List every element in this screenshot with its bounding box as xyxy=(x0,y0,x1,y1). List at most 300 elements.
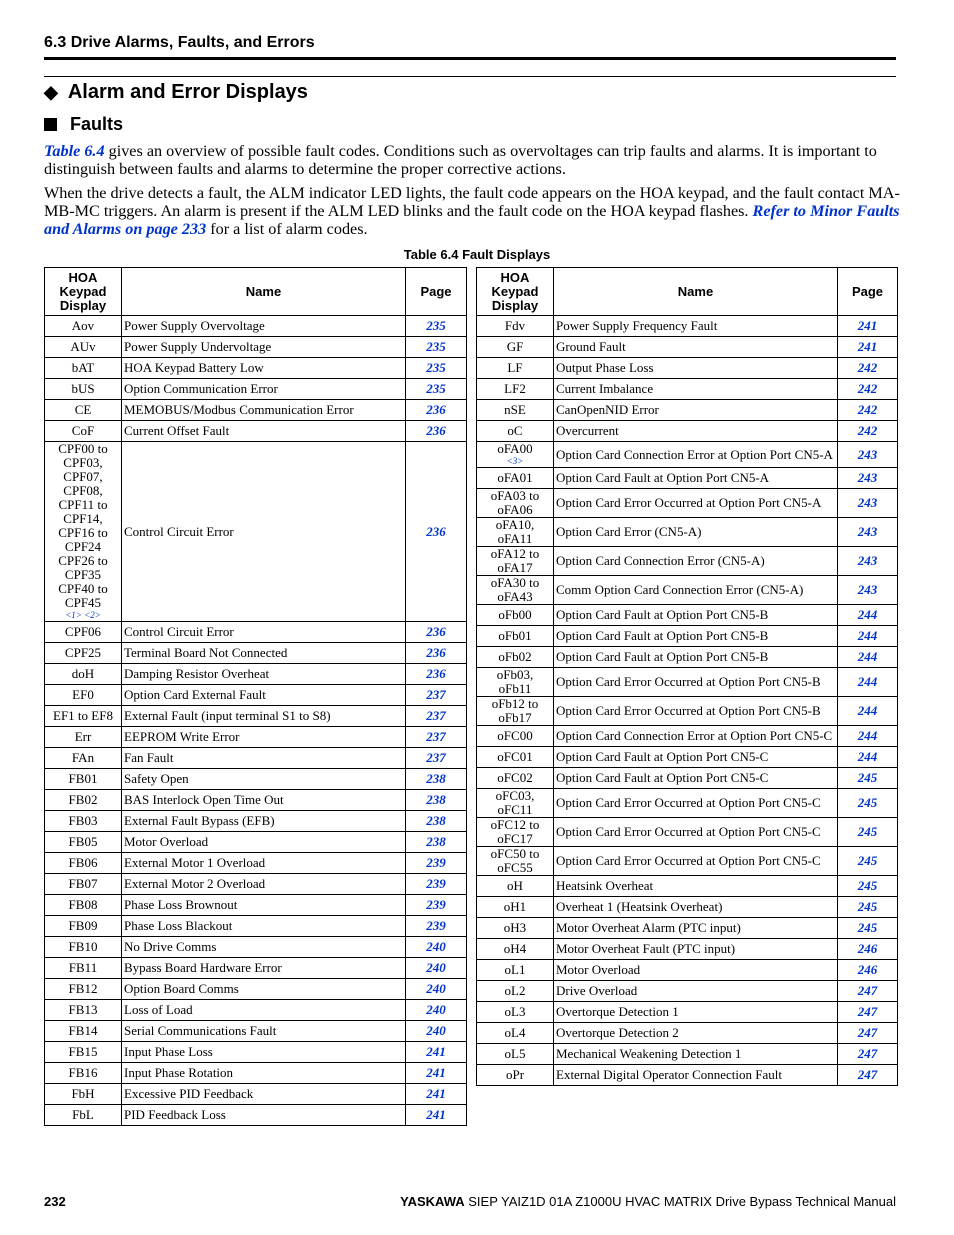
fault-name: Power Supply Overvoltage xyxy=(122,316,406,337)
fault-code-cell xyxy=(477,747,554,768)
table-header-row xyxy=(45,268,467,316)
fault-code-cell xyxy=(45,832,122,853)
intro-text: gives an overview of possible fault codes. Conditions such as overvoltages can trip faults and alarms. It is important to distinguish between faults and alarms to determine the proper corrective actions. xyxy=(44,142,877,178)
fault-name: Input Phase Loss xyxy=(122,1042,406,1063)
fault-code-cell xyxy=(45,895,122,916)
page-link[interactable]: 245 xyxy=(838,768,898,789)
table-row xyxy=(477,1044,898,1065)
table-row xyxy=(477,1002,898,1023)
fault-name: Motor Overheat Alarm (PTC input) xyxy=(554,918,838,939)
heading-faults xyxy=(44,113,123,135)
table-row xyxy=(45,895,467,916)
table-row xyxy=(45,727,467,748)
page-link[interactable]: 244 xyxy=(838,697,898,726)
fault-name: Option Card Fault at Option Port CN5-A xyxy=(554,468,838,489)
table-row xyxy=(477,518,898,547)
heading-alarm-error-displays xyxy=(44,79,308,105)
fault-code-cell xyxy=(477,468,554,489)
page-link[interactable]: 246 xyxy=(838,960,898,981)
page-link[interactable]: 247 xyxy=(838,1065,898,1086)
fault-code: oFb00 xyxy=(498,607,532,622)
fault-name: Drive Overload xyxy=(554,981,838,1002)
table-row xyxy=(45,1105,467,1126)
fault-code-cell xyxy=(477,647,554,668)
page-link[interactable]: 241 xyxy=(406,1105,467,1126)
fault-name: No Drive Comms xyxy=(122,937,406,958)
table-row xyxy=(477,939,898,960)
table-row xyxy=(45,706,467,727)
fault-code: LF xyxy=(507,360,523,375)
fault-code: EF0 xyxy=(72,687,94,702)
page-number: 232 xyxy=(44,1194,66,1209)
fault-code: oFC50 to oFC55 xyxy=(490,846,540,875)
fault-code: FB01 xyxy=(68,771,98,786)
table-row xyxy=(477,897,898,918)
fault-code-cell xyxy=(477,1065,554,1086)
fault-code: Fdv xyxy=(504,318,526,333)
fault-code: CE xyxy=(74,402,92,417)
table-row xyxy=(45,337,467,358)
fault-name: Motor Overload xyxy=(122,832,406,853)
header-name: Name xyxy=(554,268,838,316)
intro-paragraph xyxy=(44,142,900,178)
fault-name: Option Card Fault at Option Port CN5-B xyxy=(554,626,838,647)
fault-name: Comm Option Card Connection Error (CN5-A) xyxy=(554,576,838,605)
fault-name: Option Card Error Occurred at Option Port CN5-C xyxy=(554,789,838,818)
page-link[interactable]: 240 xyxy=(406,937,467,958)
fault-code: oFC00 xyxy=(497,728,533,743)
table-row xyxy=(477,818,898,847)
fault-name: Loss of Load xyxy=(122,1000,406,1021)
manual-title xyxy=(400,1194,896,1209)
page-link[interactable]: 237 xyxy=(406,685,467,706)
fault-name: Current Imbalance xyxy=(554,379,838,400)
fault-code: FB10 xyxy=(68,939,98,954)
fault-code: Err xyxy=(74,729,92,744)
fault-code-cell xyxy=(45,790,122,811)
fault-name: Control Circuit Error xyxy=(122,622,406,643)
table-row xyxy=(477,489,898,518)
page-link[interactable]: 240 xyxy=(406,979,467,1000)
page-link[interactable]: 245 xyxy=(838,818,898,847)
page-link[interactable]: 243 xyxy=(838,442,898,468)
header-name: Name xyxy=(122,268,406,316)
page-link[interactable]: 238 xyxy=(406,790,467,811)
fault-code-cell xyxy=(45,1084,122,1105)
fault-name: Option Communication Error xyxy=(122,379,406,400)
fault-code-cell xyxy=(45,958,122,979)
fault-name: Input Phase Rotation xyxy=(122,1063,406,1084)
page-link[interactable]: 237 xyxy=(406,748,467,769)
page-link[interactable]: 235 xyxy=(406,316,467,337)
fault-code: oFA30 to oFA43 xyxy=(490,575,540,604)
page-link[interactable]: 235 xyxy=(406,379,467,400)
fault-code: oFA03 to oFA06 xyxy=(490,488,540,517)
table-header-row xyxy=(477,268,898,316)
fault-code: LF2 xyxy=(504,381,526,396)
page-link[interactable]: 235 xyxy=(406,337,467,358)
fault-code: oH3 xyxy=(503,920,527,935)
page-link[interactable]: 243 xyxy=(838,518,898,547)
fault-code: FB14 xyxy=(68,1023,98,1038)
fault-code-cell xyxy=(477,358,554,379)
page-link[interactable]: 244 xyxy=(838,726,898,747)
table-row xyxy=(45,1063,467,1084)
fault-name: Option Board Comms xyxy=(122,979,406,1000)
page-link[interactable]: 245 xyxy=(838,847,898,876)
page-link[interactable]: 240 xyxy=(406,958,467,979)
fault-code-cell xyxy=(45,358,122,379)
header-page: Page xyxy=(838,268,898,316)
table-row xyxy=(477,697,898,726)
page-link[interactable]: 239 xyxy=(406,874,467,895)
fault-code: FB03 xyxy=(68,813,98,828)
fault-name: Option Card Error Occurred at Option Port CN5-B xyxy=(554,697,838,726)
fault-code: FbL xyxy=(72,1107,94,1122)
page-link[interactable]: 246 xyxy=(838,939,898,960)
fault-name: Mechanical Weakening Detection 1 xyxy=(554,1044,838,1065)
page-link[interactable]: 243 xyxy=(838,489,898,518)
fault-code-cell xyxy=(477,316,554,337)
table-row xyxy=(45,748,467,769)
minor-faults-link[interactable]: Refer to Minor Faults and Alarms on page 233 xyxy=(44,202,900,238)
page-link[interactable]: 245 xyxy=(838,918,898,939)
page-link[interactable]: 241 xyxy=(406,1063,467,1084)
fault-name: External Digital Operator Connection Fault xyxy=(554,1065,838,1086)
fault-name: Option Card External Fault xyxy=(122,685,406,706)
fault-code: nSE xyxy=(504,402,526,417)
fault-code: oFC03, oFC11 xyxy=(495,788,535,817)
square-bullet-icon xyxy=(44,118,57,131)
table-caption: Table 6.4 Fault Displays xyxy=(403,247,551,262)
fault-name: Power Supply Frequency Fault xyxy=(554,316,838,337)
page-link[interactable]: 241 xyxy=(838,337,898,358)
brand-name: YASKAWA xyxy=(400,1194,465,1209)
fault-name: HOA Keypad Battery Low xyxy=(122,358,406,379)
table-row xyxy=(45,358,467,379)
fault-code: FB12 xyxy=(68,981,98,996)
fault-code-cell xyxy=(477,1044,554,1065)
header-code: HOA Keypad Display xyxy=(477,268,554,316)
fault-code-cell xyxy=(477,1023,554,1044)
fault-code-cell xyxy=(477,605,554,626)
fault-code-cell xyxy=(477,337,554,358)
detail-text: When the drive detects a fault, the ALM indicator LED lights, the fault code appears on the HOA keypad, and the fault contact MA-MB-MC triggers. An alarm is present if the ALM LED blinks and the fault code on the HOA keypad flashes. xyxy=(44,184,900,220)
page-link[interactable]: 247 xyxy=(838,981,898,1002)
page-link[interactable]: 240 xyxy=(406,1021,467,1042)
table-row xyxy=(477,605,898,626)
page-link[interactable]: 242 xyxy=(838,400,898,421)
table-row xyxy=(45,979,467,1000)
fault-code: FB13 xyxy=(68,1002,98,1017)
fault-code-cell xyxy=(477,697,554,726)
fault-name: Option Card Error Occurred at Option Port CN5-B xyxy=(554,668,838,697)
section-header xyxy=(44,33,896,60)
fault-code: FB15 xyxy=(68,1044,98,1059)
fault-code: bUS xyxy=(71,381,95,396)
fault-code: oFA00 xyxy=(497,441,533,456)
page-link[interactable]: 240 xyxy=(406,1000,467,1021)
fault-code: oFA01 xyxy=(497,470,533,485)
fault-name: Overheat 1 (Heatsink Overheat) xyxy=(554,897,838,918)
page-link[interactable]: 244 xyxy=(838,647,898,668)
table-row xyxy=(45,1042,467,1063)
fault-code-cell xyxy=(477,726,554,747)
table-row xyxy=(45,769,467,790)
page-link[interactable]: 235 xyxy=(406,358,467,379)
fault-code: oFb02 xyxy=(498,649,532,664)
fault-code: oFb12 to oFb17 xyxy=(491,696,539,725)
fault-code: FB07 xyxy=(68,876,98,891)
table-row xyxy=(45,1000,467,1021)
fault-code-cell xyxy=(477,379,554,400)
fault-code: oPr xyxy=(505,1067,525,1082)
page-link[interactable]: 242 xyxy=(838,379,898,400)
table-row xyxy=(477,547,898,576)
page-link[interactable]: 239 xyxy=(406,916,467,937)
fault-name: Phase Loss Blackout xyxy=(122,916,406,937)
fault-name: Option Card Error (CN5-A) xyxy=(554,518,838,547)
page-link[interactable]: 241 xyxy=(838,316,898,337)
footnote-ref[interactable]: <3> xyxy=(506,456,524,466)
table-row xyxy=(45,958,467,979)
fault-code-cell xyxy=(45,664,122,685)
heading1-text: Alarm and Error Displays xyxy=(67,81,308,103)
table-row xyxy=(477,847,898,876)
table-row xyxy=(477,1023,898,1044)
table-row xyxy=(45,1021,467,1042)
fault-code-cell xyxy=(45,337,122,358)
fault-code-cell xyxy=(45,874,122,895)
page-link[interactable]: 241 xyxy=(406,1084,467,1105)
fault-code: oH xyxy=(507,878,523,893)
page-link[interactable]: 247 xyxy=(838,1023,898,1044)
fault-code: oC xyxy=(507,423,523,438)
page-link[interactable]: 238 xyxy=(406,811,467,832)
table-row xyxy=(45,685,467,706)
fault-code: AUv xyxy=(70,339,96,354)
fault-name: External Motor 1 Overload xyxy=(122,853,406,874)
fault-code-cell xyxy=(477,668,554,697)
fault-code: oFC02 xyxy=(497,770,533,785)
page-link[interactable]: 243 xyxy=(838,468,898,489)
fault-code-cell xyxy=(45,685,122,706)
fault-code: GF xyxy=(506,339,524,354)
page-link[interactable]: 236 xyxy=(406,421,467,442)
page-link[interactable]: 236 xyxy=(406,664,467,685)
detail-paragraph xyxy=(44,184,900,238)
fault-name: MEMOBUS/Modbus Communication Error xyxy=(122,400,406,421)
fault-code: oFA10, oFA11 xyxy=(495,517,535,546)
page-link[interactable]: 241 xyxy=(406,1042,467,1063)
section-title: 6.3 Drive Alarms, Faults, and Errors xyxy=(44,34,315,51)
table-row xyxy=(45,664,467,685)
fault-code-cell xyxy=(477,818,554,847)
fault-name: External Motor 2 Overload xyxy=(122,874,406,895)
page-link[interactable]: 236 xyxy=(406,622,467,643)
table-row xyxy=(477,981,898,1002)
page-link[interactable]: 237 xyxy=(406,727,467,748)
fault-code-cell xyxy=(45,727,122,748)
fault-code-cell xyxy=(477,939,554,960)
table-row xyxy=(45,853,467,874)
fault-code-cell xyxy=(45,937,122,958)
page-link[interactable]: 236 xyxy=(406,442,467,622)
fault-code: oFC01 xyxy=(497,749,533,764)
fault-code: FB16 xyxy=(68,1065,98,1080)
fault-code: FB06 xyxy=(68,855,98,870)
fault-code-cell xyxy=(477,897,554,918)
fault-code: FB05 xyxy=(68,834,98,849)
fault-code-cell xyxy=(477,789,554,818)
fault-code: CPF25 xyxy=(64,645,102,660)
fault-code-cell xyxy=(45,1042,122,1063)
table-row xyxy=(477,747,898,768)
fault-name: Option Card Connection Error at Option Port CN5-A xyxy=(554,442,838,468)
fault-code-cell xyxy=(477,876,554,897)
table-row xyxy=(477,668,898,697)
fault-code-cell xyxy=(477,626,554,647)
fault-name: Safety Open xyxy=(122,769,406,790)
fault-code: FB08 xyxy=(68,897,98,912)
fault-code: doH xyxy=(71,666,95,681)
table-link[interactable]: Table 6.4 xyxy=(44,142,105,160)
page-link[interactable]: 239 xyxy=(406,853,467,874)
table-row xyxy=(477,768,898,789)
fault-name: Option Card Fault at Option Port CN5-B xyxy=(554,605,838,626)
page-link[interactable]: 244 xyxy=(838,747,898,768)
page-link[interactable]: 245 xyxy=(838,876,898,897)
header-page: Page xyxy=(406,268,467,316)
table-row xyxy=(45,1084,467,1105)
fault-code-cell xyxy=(45,769,122,790)
header-code: HOA Keypad Display xyxy=(45,268,122,316)
fault-code-cell xyxy=(45,979,122,1000)
page-link[interactable]: 236 xyxy=(406,643,467,664)
fault-name: Motor Overload xyxy=(554,960,838,981)
fault-name: Option Card Error Occurred at Option Port CN5-C xyxy=(554,847,838,876)
page-link[interactable]: 244 xyxy=(838,668,898,697)
table-row xyxy=(45,874,467,895)
fault-code-cell xyxy=(477,768,554,789)
fault-table-left xyxy=(44,267,467,1126)
table-row xyxy=(477,358,898,379)
page-link[interactable]: 239 xyxy=(406,895,467,916)
table-row xyxy=(477,576,898,605)
fault-code-cell xyxy=(45,442,122,622)
fault-code: CoF xyxy=(71,423,95,438)
page-link[interactable]: 238 xyxy=(406,832,467,853)
table-row xyxy=(45,811,467,832)
page-link[interactable]: 244 xyxy=(838,605,898,626)
fault-table-right xyxy=(476,267,898,1086)
fault-code: oH1 xyxy=(503,899,527,914)
page-link[interactable]: 247 xyxy=(838,1044,898,1065)
fault-code-cell xyxy=(477,1002,554,1023)
fault-code: FB09 xyxy=(68,918,98,933)
fault-name: Terminal Board Not Connected xyxy=(122,643,406,664)
fault-code: CPF06 xyxy=(64,624,102,639)
page-link[interactable]: 237 xyxy=(406,706,467,727)
fault-code: EF1 to EF8 xyxy=(53,708,113,723)
fault-code-cell xyxy=(477,918,554,939)
table-row xyxy=(45,790,467,811)
fault-code-cell xyxy=(477,518,554,547)
fault-name: Control Circuit Error xyxy=(122,442,406,622)
page-link[interactable]: 238 xyxy=(406,769,467,790)
fault-code: oFb01 xyxy=(498,628,532,643)
table-row xyxy=(477,960,898,981)
fault-name: Option Card Fault at Option Port CN5-C xyxy=(554,747,838,768)
page-link[interactable]: 236 xyxy=(406,400,467,421)
fault-name: PID Feedback Loss xyxy=(122,1105,406,1126)
table-row xyxy=(45,442,467,622)
fault-name: Option Card Error Occurred at Option Port CN5-C xyxy=(554,818,838,847)
fault-code-cell xyxy=(45,379,122,400)
fault-code: oH4 xyxy=(503,941,527,956)
table-row xyxy=(45,316,467,337)
fault-code-cell xyxy=(45,916,122,937)
fault-name: Current Offset Fault xyxy=(122,421,406,442)
fault-code: oL1 xyxy=(504,962,526,977)
fault-name: EEPROM Write Error xyxy=(122,727,406,748)
page-link[interactable]: 244 xyxy=(838,626,898,647)
fault-name: Bypass Board Hardware Error xyxy=(122,958,406,979)
table-row xyxy=(45,622,467,643)
fault-name: Phase Loss Brownout xyxy=(122,895,406,916)
fault-code-cell xyxy=(45,1021,122,1042)
fault-name: Option Card Fault at Option Port CN5-C xyxy=(554,768,838,789)
fault-code: oL2 xyxy=(504,983,526,998)
table-row xyxy=(477,468,898,489)
page-link[interactable]: 245 xyxy=(838,897,898,918)
fault-name: Heatsink Overheat xyxy=(554,876,838,897)
fault-name: Motor Overheat Fault (PTC input) xyxy=(554,939,838,960)
fault-code-cell xyxy=(45,1063,122,1084)
fault-code-cell xyxy=(45,811,122,832)
page-link[interactable]: 243 xyxy=(838,576,898,605)
table-row xyxy=(45,916,467,937)
fault-name: Overtorque Detection 2 xyxy=(554,1023,838,1044)
fault-code-cell xyxy=(45,421,122,442)
page-link[interactable]: 243 xyxy=(838,547,898,576)
fault-code-cell xyxy=(477,400,554,421)
fault-code-cell xyxy=(45,622,122,643)
table-row xyxy=(45,379,467,400)
table-row xyxy=(477,876,898,897)
table-row xyxy=(477,647,898,668)
fault-code-cell xyxy=(477,960,554,981)
fault-code-cell xyxy=(45,1000,122,1021)
table-row xyxy=(477,379,898,400)
footnote-ref[interactable]: <1> <2> xyxy=(65,610,101,620)
page-link[interactable]: 245 xyxy=(838,789,898,818)
table-row xyxy=(477,918,898,939)
fault-code: bAT xyxy=(71,360,95,375)
page-link[interactable]: 242 xyxy=(838,358,898,379)
fault-code-cell xyxy=(477,442,554,468)
fault-name: Overtorque Detection 1 xyxy=(554,1002,838,1023)
fault-code: oFC12 to oFC17 xyxy=(490,817,540,846)
page-link[interactable]: 242 xyxy=(838,421,898,442)
table-row xyxy=(45,937,467,958)
fault-name: Ground Fault xyxy=(554,337,838,358)
manual-name: SIEP YAIZ1D 01A Z1000U HVAC MATRIX Drive Bypass Technical Manual xyxy=(464,1194,896,1209)
page-link[interactable]: 247 xyxy=(838,1002,898,1023)
fault-name: Option Card Connection Error (CN5-A) xyxy=(554,547,838,576)
fault-code: oL3 xyxy=(504,1004,526,1019)
fault-name: Damping Resistor Overheat xyxy=(122,664,406,685)
